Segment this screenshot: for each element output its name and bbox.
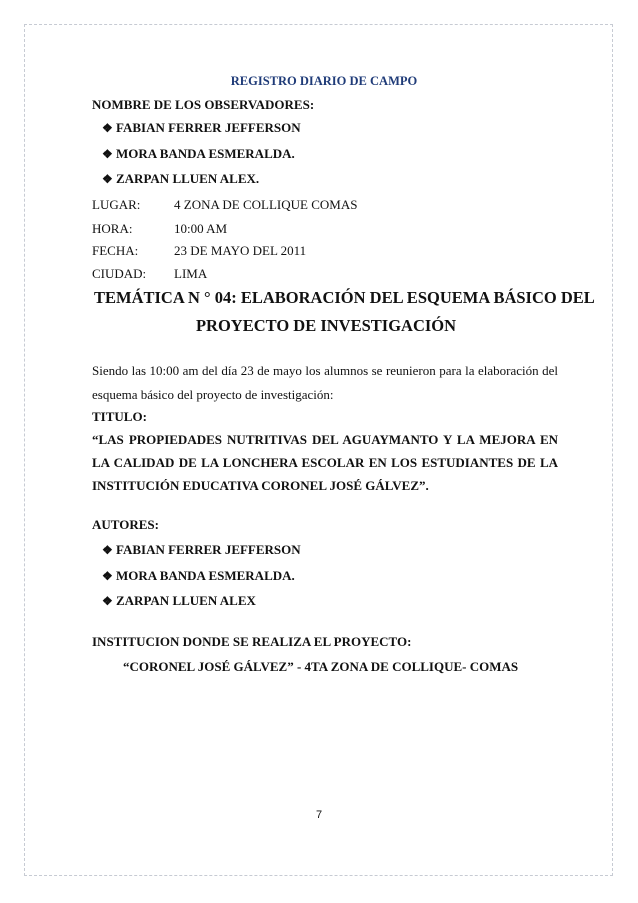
tematica-heading-line1: TEMÁTICA N ° 04: ELABORACIÓN DEL ESQUEMA BÁSICO DEL bbox=[94, 288, 595, 307]
observer-item: ❖ FABIAN FERRER JEFFERSON bbox=[102, 120, 301, 135]
titulo-line1: “LAS PROPIEDADES NUTRITIVAS DEL AGUAYMANTO Y LA MEJORA EN bbox=[92, 432, 558, 447]
tematica-heading-line2: PROYECTO DE INVESTIGACIÓN bbox=[195, 316, 457, 335]
page-number: 7 bbox=[315, 809, 323, 821]
intro-paragraph-line1: Siendo las 10:00 am del día 23 de mayo los alumnos se reunieron para la elaboración del bbox=[92, 363, 558, 378]
field-value-fecha: 23 DE MAYO DEL 2011 bbox=[174, 243, 307, 258]
autor-item: ❖ FABIAN FERRER JEFFERSON bbox=[102, 542, 301, 557]
diamond-bullet-icon: ❖ bbox=[102, 147, 113, 161]
diamond-bullet-icon: ❖ bbox=[102, 172, 113, 186]
observers-heading: NOMBRE DE LOS OBSERVADORES: bbox=[92, 97, 315, 112]
field-label-ciudad: CIUDAD: bbox=[92, 266, 147, 281]
intro-paragraph-line2: esquema básico del proyecto de investigación: bbox=[92, 387, 334, 402]
observer-item: ❖ ZARPAN LLUEN ALEX. bbox=[102, 171, 260, 186]
titulo-line3: INSTITUCIÓN EDUCATIVA CORONEL JOSÉ GÁLVEZ”. bbox=[92, 478, 429, 493]
diamond-bullet-icon: ❖ bbox=[102, 569, 113, 583]
titulo-line2: LA CALIDAD DE LA LONCHERA ESCOLAR EN LOS ESTUDIANTES DE LA bbox=[92, 455, 558, 470]
institucion-value: “CORONEL JOSÉ GÁLVEZ” - 4TA ZONA DE COLLIQUE- COMAS bbox=[123, 659, 519, 674]
field-value-hora: 10:00 AM bbox=[174, 221, 228, 236]
autor-item: ❖ MORA BANDA ESMERALDA. bbox=[102, 568, 295, 583]
diamond-bullet-icon: ❖ bbox=[102, 594, 113, 608]
institucion-label: INSTITUCION DONDE SE REALIZA EL PROYECTO: bbox=[92, 634, 412, 649]
diamond-bullet-icon: ❖ bbox=[102, 543, 113, 557]
titulo-label: TITULO: bbox=[92, 409, 147, 424]
field-label-fecha: FECHA: bbox=[92, 243, 139, 258]
field-label-hora: HORA: bbox=[92, 221, 133, 236]
field-value-ciudad: LIMA bbox=[174, 266, 208, 281]
field-value-lugar: 4 ZONA DE COLLIQUE COMAS bbox=[174, 197, 358, 212]
field-label-lugar: LUGAR: bbox=[92, 197, 141, 212]
autores-label: AUTORES: bbox=[92, 517, 159, 532]
autor-item: ❖ ZARPAN LLUEN ALEX bbox=[102, 593, 256, 608]
observer-item: ❖ MORA BANDA ESMERALDA. bbox=[102, 146, 295, 161]
diamond-bullet-icon: ❖ bbox=[102, 121, 113, 135]
document-title: REGISTRO DIARIO DE CAMPO bbox=[230, 74, 418, 88]
